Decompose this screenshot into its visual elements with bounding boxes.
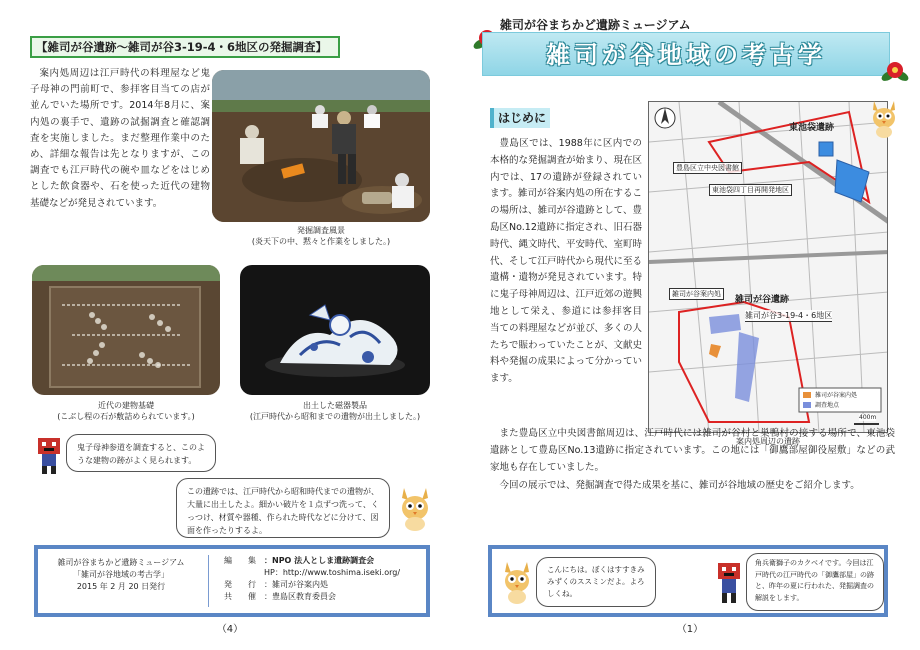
porcelain-photo [240,265,430,395]
speech-bubble-susumin-greeting: こんにちは。ぼくはすすきみみずくのススミンだよ。よろしくね。 [536,557,656,607]
intro-body-column: 豊島区では、1988年に区内での本格的な発掘調査が始まり、現在区内では、17の遺跡が登録されています。雑司が谷案内処の所在するこの場所は、雑司が谷遺跡として、豊島区No.12遺跡に指定され、旧石器時代、縄文時代、平安時代、室町時代、そして江戸時代から現代に至る遺構・遺物が発見されています。特に鬼子母神周辺は、江戸近郊の遊興地として栄え、参道には参拝客目当ての料理屋などが並び、多くの人たちで賑わっていたことが、文献史料や発掘の成果によって分かっています。 [490,138,643,385]
speech-bubble-kakubei: 鬼子母神参道を調査すると、このような建物の跡がよく見られます。 [66,434,216,472]
map-legend-annai: 雑司が谷案内処 [815,392,858,399]
caption-note: (炎天下の中、黙々と作業をしました。) [251,237,391,246]
foundation-photo-caption [28,400,224,422]
caption-title: 近代の建物基礎 [98,401,154,410]
porcelain-photo-caption [230,400,440,422]
susumin-mascot-icon [868,98,900,138]
edit-value: ：NPO 法人としま遺跡調査会 [264,556,375,565]
map-caption: 案内処周辺の遺跡 [736,437,800,446]
co-value: ：豊島区教育委員会 [264,592,336,601]
right-page [460,0,920,650]
camellia-icon [880,58,910,84]
kakubei-mascot-icon [714,561,744,605]
map-legend-survey: 調査地点 [815,402,840,409]
museum-name: 雑司が谷まちかど遺跡ミュージアム [57,558,185,567]
edit-key: 編 集 [224,556,260,565]
section-heading-excavation: 【雑司が谷遺跡～雑司が谷3-19-4・6地区の発掘調査】 [30,36,340,58]
intro-body-wide [490,425,895,494]
map-scale: 400m [859,414,877,421]
foundation-photo [32,265,220,395]
speech-bubble-kakubei-greeting: 角兵衛獅子のカクベイです。今回は江戸時代の江戸時代の「御鷹部屋」の跡と、昨年の夏に行われた、発掘調査の解説をします。 [746,553,884,611]
series-title: 雑司が谷まちかど遺跡ミュージアム [500,18,691,32]
speech-bubble-susumin: この遺跡では、江戸時代から昭和時代までの遺物が、大量に出土したよ。細かい破片を１点ずつ洗って、くっつけ、材質や器種、作られた時代などに分けて、図面を作ったりするよ。 [176,478,390,538]
co-key: 共 催 [224,592,260,601]
kakubei-mascot-icon [34,436,64,476]
excavation-photo [212,70,430,222]
publish-value: ：雑司が谷案内処 [264,580,328,589]
map-label-higashiikebukuro: 東池袋遺跡 [789,123,835,133]
paragraph-exhibit: 今回の展示では、発掘調査で得た成果を基に、雑司が谷地域の歴史をご紹介します。 [499,479,860,491]
map-label-redevelopment: 東池袋四丁目再開発地区 [709,184,792,196]
main-title: 雑司が谷地域の考古学 [546,40,826,69]
page-number-left: （4） [216,624,244,635]
map-label-survey-area: 雑司が谷3-19-4・6地区 [745,311,833,320]
caption-note: (江戸時代から昭和までの遺物が出土しました。) [249,412,421,421]
paragraph-library: また豊島区立中央図書館周辺は、江戸時代には雑司が谷村と巣鴨村の接する場所で、東池袋遺跡として豊島区No.13遺跡に指定されています。この地には「御鷹部屋御役屋敷」などの武家地も存在していました。 [490,428,895,474]
colophon-divider [208,555,209,607]
greeting-box [488,545,888,617]
title-banner [482,32,890,76]
colophon-box [34,545,430,617]
homepage-link[interactable]: HP：http://www.toshima.iseki.org/ [264,568,401,577]
intro-paragraph: 案内処周辺は江戸時代の料理屋など鬼子母神の門前町で、参拝客目当ての店が並んでいた場所です。2014年8月に、案内処の裏手で、遺跡の試掘調査と確認調査を実施しました。まだ整理作業中のため、詳細な報告は先となりますが、この調査でも江戸時代の碗や皿などをはじめとした飲食器や、石を使った近代の建物基礎などが発見されています。 [30,68,210,209]
caption-title: 出土した磁器製品 [303,401,367,410]
exhibit-title: 「雑司が谷地域の考古学」 [73,570,169,579]
map-label-annai: 雑司が谷案内処 [669,288,724,300]
publish-key: 発 行 [224,580,260,589]
map-label-library: 豊島区立中央図書館 [673,162,742,174]
credits [224,555,400,603]
page-number-right: （1） [676,624,704,635]
site-map [648,101,888,433]
excavation-photo-caption [212,225,430,247]
section-heading-intro: はじめに [490,108,550,128]
caption-title: 発掘調査風景 [297,226,345,235]
caption-note: (こぶし程の石が敷詰められています。) [57,412,195,421]
museum-info [46,557,196,605]
publish-date: 2015 年 2 月 20 日発行 [76,582,166,591]
susumin-mascot-icon [500,559,534,605]
susumin-mascot-icon [396,484,434,532]
map-label-zoshigaya: 雑司が谷遺跡 [735,295,790,305]
